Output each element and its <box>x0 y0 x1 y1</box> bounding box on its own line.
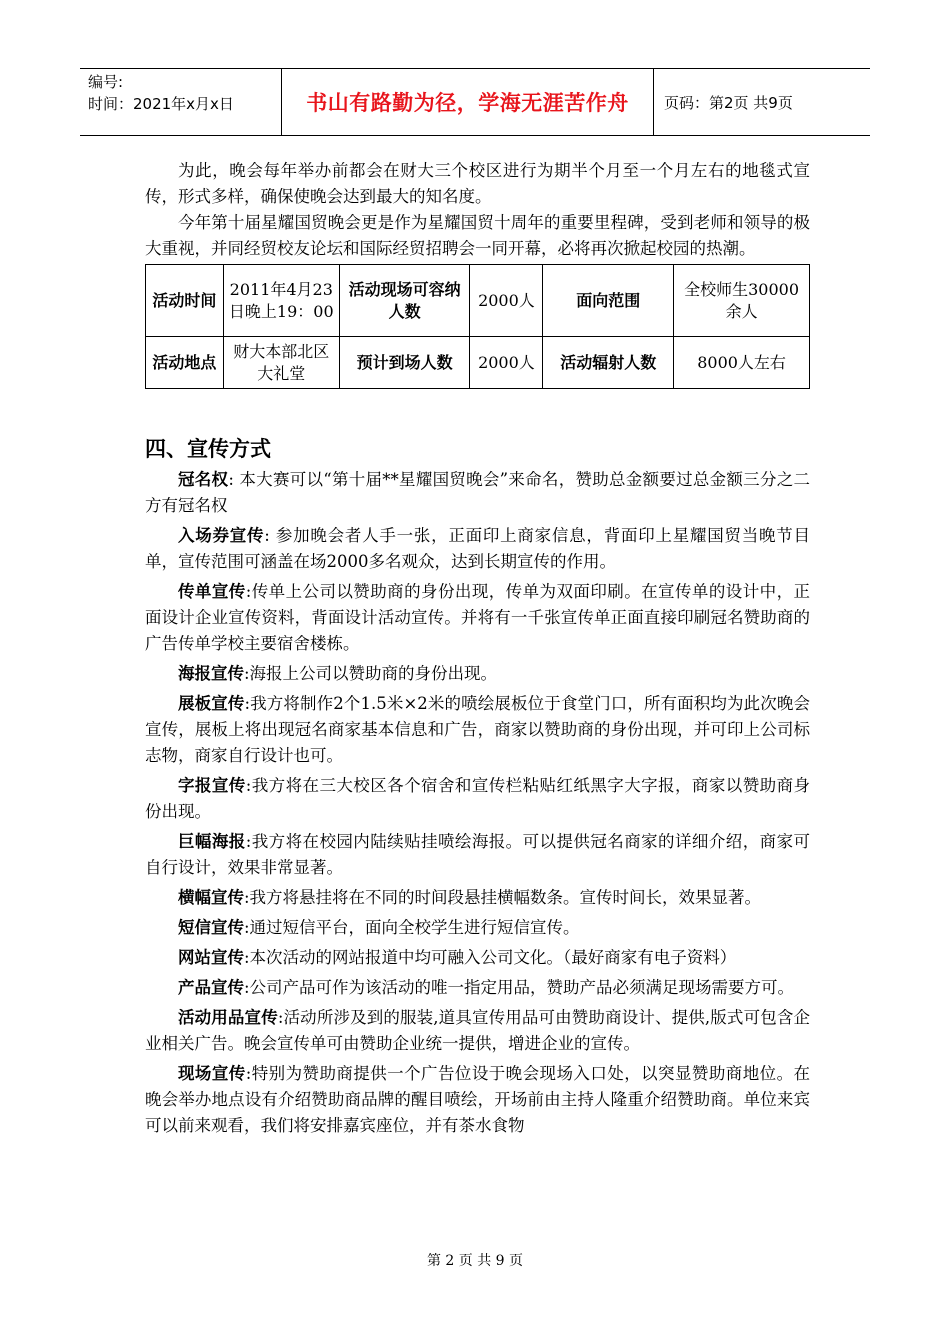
section-title: 四、宣传方式 <box>145 437 271 461</box>
promo-item <box>145 945 810 971</box>
promo-item-text: :我方将悬挂将在不同的时间段悬挂横幅数条。宣传时间长，效果显著。 <box>244 888 762 907</box>
table-cell: 活动辐射人数 <box>543 337 674 389</box>
table-cell: 2000人 <box>470 337 543 389</box>
promo-item <box>145 829 810 881</box>
table-cell: 8000人左右 <box>674 337 810 389</box>
promo-item-label: 产品宣传 <box>178 978 244 997</box>
promo-item <box>145 467 810 519</box>
promo-item-text: :我方将制作2个1.5米×2米的喷绘展板位于食堂门口，所有面积均为此次晚会宣传，展板上将出现冠名商家基本信息和广告，商家以赞助商的身份出现，并可印上公司标志物，商家自行设计也可。 <box>145 694 811 765</box>
table-row <box>146 337 810 389</box>
table-cell: 全校师生30000余人 <box>674 265 810 337</box>
promo-item-label: 展板宣传 <box>178 694 245 713</box>
event-info-table <box>145 264 810 389</box>
promo-item <box>145 579 810 657</box>
promo-item-text: :特别为赞助商提供一个广告位设于晚会现场入口处，以突显赞助商地位。在晚会举办地点设有介绍赞助商品牌的醒目喷绘，开场前由主持人隆重介绍赞助商。单位来宾可以前来观看，我们将安排嘉宾座位，并有茶水食物 <box>145 1064 811 1135</box>
promo-item-text: :公司产品可作为该活动的唯一指定用品，赞助产品必须满足现场需要方可。 <box>244 978 795 997</box>
promo-item-label: 冠名权 <box>178 470 229 489</box>
promo-item-label: 字报宣传 <box>178 776 246 795</box>
promo-item-label: 活动用品宣传 <box>178 1008 278 1027</box>
table-row <box>146 265 810 337</box>
table-cell: 2000人 <box>470 265 543 337</box>
table-cell: 活动地点 <box>146 337 224 389</box>
header-page-info: 页码：第2页 共9页 <box>664 93 793 112</box>
header-motto: 书山有路勤为径，学海无涯苦作舟 <box>306 91 629 115</box>
promo-item-text: :本次活动的网站报道中均可融入公司文化。（最好商家有电子资料） <box>244 948 737 967</box>
intro-paragraph: 今年第十届星耀国贸晚会更是作为星耀国贸十周年的重要里程碑，受到老师和领导的极大重视，并同经贸校友论坛和国际经贸招聘会一同开幕，必将再次掀起校园的热潮。 <box>145 213 810 258</box>
promo-item <box>145 975 810 1001</box>
header-motto-cell <box>282 69 654 135</box>
document-body <box>145 158 810 1139</box>
header-number-label: 编号: <box>88 73 124 91</box>
header-meta <box>80 69 282 135</box>
table-cell: 面向范围 <box>543 265 674 337</box>
promo-item-label: 入场券宣传 <box>178 526 265 545</box>
promo-item-label: 现场宣传 <box>178 1064 246 1083</box>
table-cell: 财大本部北区大礼堂 <box>223 337 339 389</box>
promo-item-label: 短信宣传 <box>178 918 244 937</box>
promo-item <box>145 885 810 911</box>
promo-item <box>145 915 810 941</box>
promo-item-text: :我方将在校园内陆续贴挂喷绘海报。可以提供冠名商家的详细介绍，商家可自行设计，效果非常显著。 <box>145 832 811 877</box>
promo-item <box>145 523 810 575</box>
promo-item-label: 网站宣传 <box>178 948 244 967</box>
page-header <box>80 68 870 136</box>
promo-item-text: : 参加晚会者人手一张，正面印上商家信息，背面印上星耀国贸当晚节目单，宣传范围可涵盖在场2000多名观众，达到长期宣传的作用。 <box>145 526 810 571</box>
promo-item-text: : 本大赛可以“第十届**星耀国贸晚会”来命名，赞助总金额要过总金额三分之二方有冠名权 <box>145 470 811 515</box>
promo-item-text: :通过短信平台，面向全校学生进行短信宣传。 <box>244 918 580 937</box>
promo-item-text: :活动所涉及到的服装,道具宣传用品可由赞助商设计、提供,版式可包含企业相关广告。晚会宣传单可由赞助企业统一提供，增进企业的宣传。 <box>145 1008 810 1053</box>
promo-item-label: 巨幅海报 <box>178 832 246 851</box>
promo-item-text: :传单上公司以赞助商的身份出现，传单为双面印刷。在宣传单的设计中，正面设计企业宣传资料，背面设计活动宣传。并将有一千张宣传单正面直接印刷冠名赞助商的广告传单学校主要宿舍楼栋。 <box>145 582 811 653</box>
page-footer: 第 2 页 共 9 页 <box>426 1253 524 1269</box>
promo-item-text: :我方将在三大校区各个宿舍和宣传栏粘贴红纸黑字大字报，商家以赞助商身份出现。 <box>145 776 811 821</box>
promo-item-label: 海报宣传 <box>178 664 244 683</box>
table-cell: 预计到场人数 <box>339 337 470 389</box>
promo-item-text: :海报上公司以赞助商的身份出现。 <box>244 664 498 683</box>
promo-item-label: 横幅宣传 <box>178 888 244 907</box>
promo-item-label: 传单宣传 <box>178 582 246 601</box>
promo-item <box>145 1061 810 1139</box>
promo-item <box>145 691 810 769</box>
promo-item <box>145 1005 810 1057</box>
table-cell: 活动现场可容纳人数 <box>339 265 470 337</box>
header-time-label: 时间：2021年x月x日 <box>88 95 234 113</box>
promo-item <box>145 773 810 825</box>
table-cell: 活动时间 <box>146 265 224 337</box>
promo-item <box>145 661 810 687</box>
table-cell: 2011年4月23日晚上19：00 <box>223 265 339 337</box>
intro-paragraph: 为此，晚会每年举办前都会在财大三个校区进行为期半个月至一个月左右的地毯式宣传，形式多样，确保使晚会达到最大的知名度。 <box>145 161 810 206</box>
